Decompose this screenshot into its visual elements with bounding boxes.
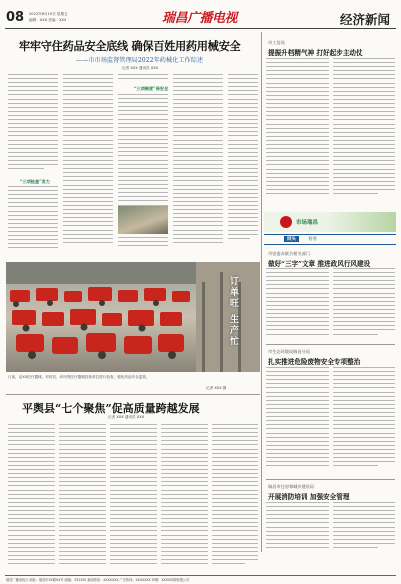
col4-title: 开展消防培训 加强安全管理	[268, 493, 350, 501]
col2-kicker: 市安委办联合相关部门	[268, 251, 310, 256]
col1-title: 提振升档精气神 打好起步主动仗	[268, 49, 363, 57]
col1-text-a	[266, 58, 329, 208]
promo-band	[264, 212, 396, 232]
col1-text-b	[333, 58, 395, 208]
header-rule	[5, 28, 396, 29]
right-rule-3	[266, 479, 395, 480]
col2-text-b	[333, 268, 395, 340]
section-tag-b: 看看	[308, 237, 317, 242]
logo-text: 市场瑞昌	[296, 220, 319, 226]
section-tag-a: 回头	[284, 236, 299, 242]
footer-rule	[5, 575, 396, 576]
bottom-text-col5	[212, 424, 258, 572]
lead-title: 牢牢守住药品安全底线 确保百姓用药用械安全	[19, 39, 241, 53]
lead-text-col1b	[8, 186, 58, 256]
lead-text-col3	[118, 74, 168, 84]
logo-icon	[280, 216, 292, 228]
bottom-text-col4	[161, 424, 208, 572]
lead-text-col5	[228, 74, 258, 256]
col3-kicker: 市生态环境局瑞昌分局	[268, 349, 310, 354]
photo-credit: 记者 XXX 摄	[206, 386, 227, 390]
col3-text-b	[333, 367, 395, 475]
col2-text-a	[266, 268, 329, 340]
right-divider	[261, 32, 262, 552]
photo-caption: 日前，由XX医疗器械，对药店、诊所等医疗器械经营单位进行检查，强化药品安全监管。	[8, 375, 150, 379]
issue-info: 2022年8月19日 星期五	[29, 12, 68, 16]
lead-text-col2	[63, 74, 113, 256]
bottom-text-col2	[59, 424, 106, 572]
footer-text: 瑞昌广播电视台 地址：瑞昌市XX路XX号 邮编：332200 新闻热线：XXXXXXX 广告热线：XXXXXXX 印刷：XXXX印刷有限公司	[6, 578, 190, 582]
editor-info: 编辑：XXX 美编：XXX	[29, 18, 67, 22]
lead-section-head-1: “三项检查”发力	[20, 179, 50, 184]
lead-text-col1	[8, 74, 58, 176]
section-tag	[264, 234, 396, 245]
col4-kicker: 瑞昌市住房和城乡建设局	[268, 484, 315, 489]
bottom-text-col3	[110, 424, 157, 572]
page-header	[0, 0, 401, 30]
bottom-text-col1	[8, 424, 55, 572]
col2-title: 做好“三字”文章 推进政风行风建设	[268, 260, 371, 268]
main-photo	[6, 262, 260, 372]
lead-subtitle: ——市市场监督管理局2022年药械化工作综述	[76, 57, 204, 64]
col4-text-b	[333, 502, 395, 554]
page-number: 08	[6, 10, 25, 25]
lead-section-head-2: “三项制度”保安全	[134, 86, 169, 91]
bottom-top-rule	[6, 394, 260, 395]
right-rule-2	[266, 344, 395, 345]
masthead: 瑞昌广播电视	[162, 11, 238, 26]
bottom-byline: 记者 XXX 通讯员 XXX	[108, 415, 145, 419]
col3-title: 扎实推进危险废物安全专项整治	[268, 358, 361, 366]
factory-photo-illustration	[6, 262, 260, 372]
lead-text-col4	[173, 74, 223, 256]
col4-text-a	[266, 502, 329, 554]
col3-text-a	[266, 367, 329, 475]
section-name: 经济新闻	[340, 12, 391, 27]
band-deco	[326, 212, 396, 232]
bottom-title: 平舆县“七个聚焦”促高质量跨越发展	[22, 402, 200, 415]
col1-kicker: 市工信局	[268, 40, 285, 45]
lead-byline: 记者 XXX 通讯员 XXX	[122, 66, 159, 70]
photo-vertical-text: 订单旺 生产忙	[228, 276, 238, 348]
lead-photo-small	[118, 206, 168, 234]
